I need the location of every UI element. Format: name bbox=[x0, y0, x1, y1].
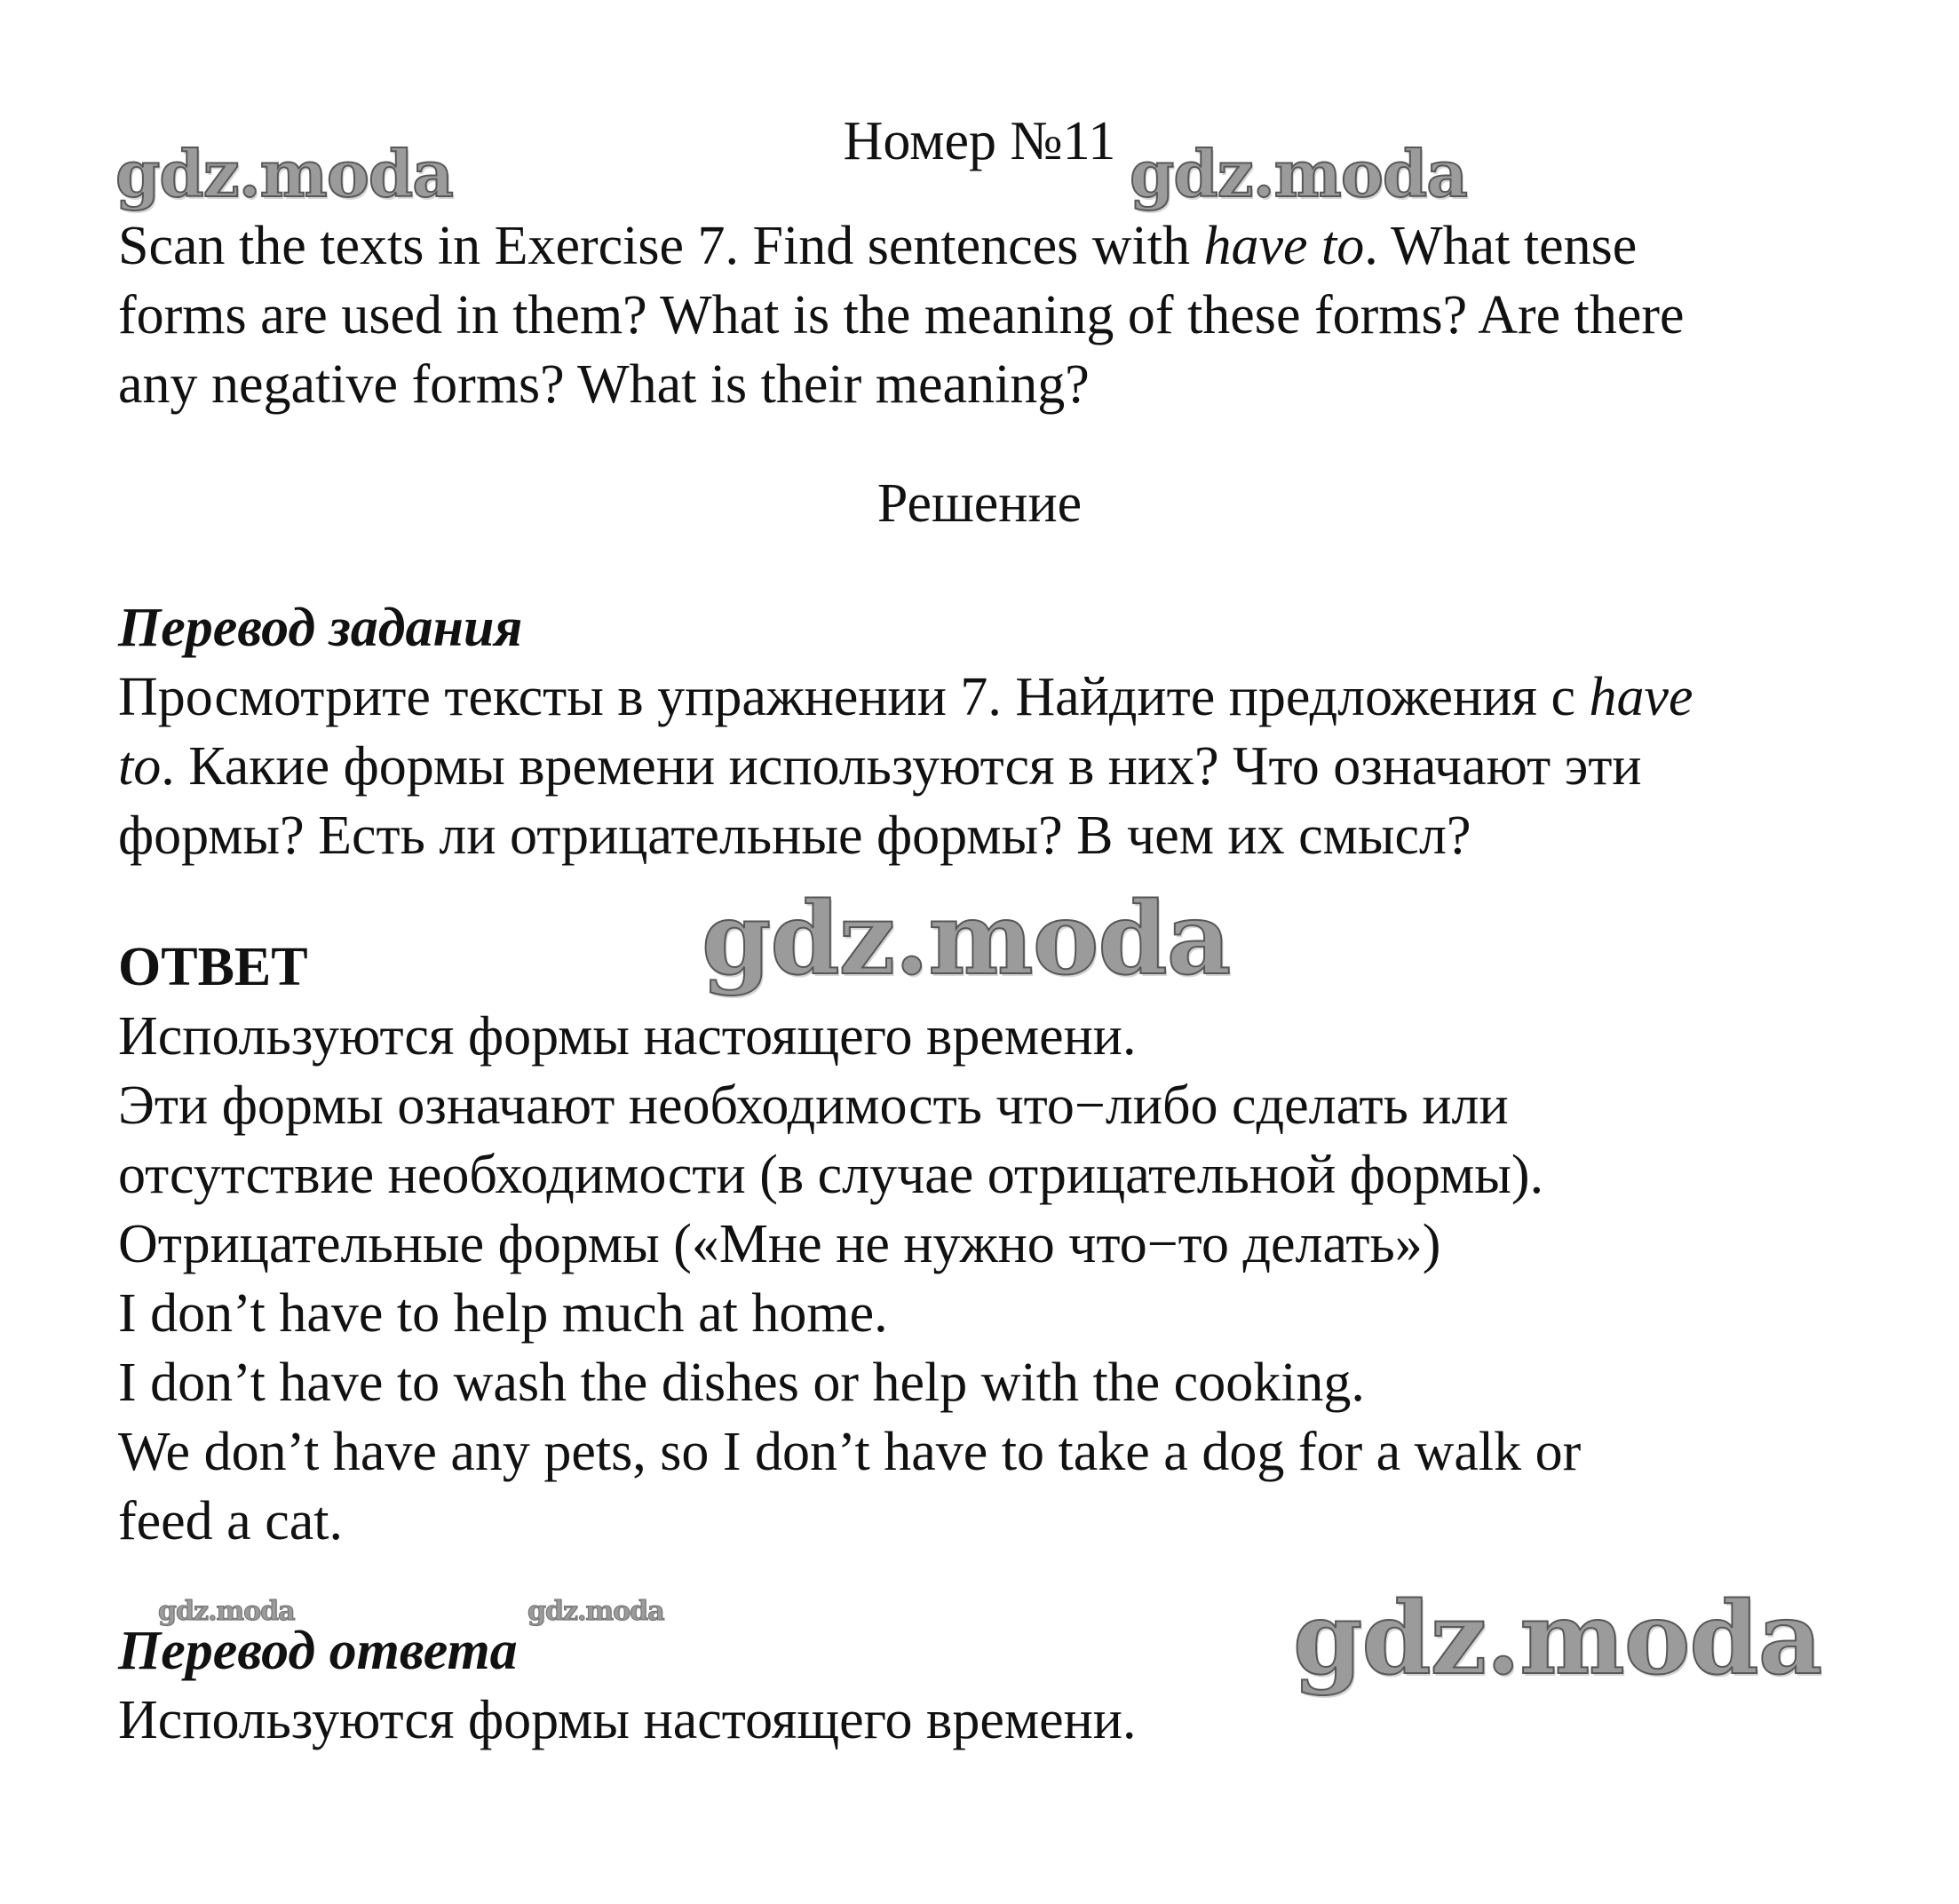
watermark-logo: gdz.moda bbox=[1130, 136, 1467, 211]
translation-line-1: Просмотрите тексты в упражнении 7. Найдите предложения с have bbox=[118, 667, 1693, 727]
translation-line-2: to. Какие формы времени используются в них? Что означают эти bbox=[118, 736, 1642, 797]
answer-line-8: feed a cat. bbox=[118, 1491, 343, 1551]
answer-translation-heading: Перевод ответа bbox=[118, 1621, 518, 1681]
task-line-2: forms are used in them? What is the meaning of these forms? Are there bbox=[118, 285, 1685, 345]
watermark-logo: gdz.moda bbox=[115, 136, 453, 211]
answer-line-1: Используются формы настоящего времени. bbox=[118, 1006, 1137, 1067]
translation-heading: Перевод задания bbox=[118, 598, 523, 658]
answer-line-4: Отрицательные формы («Мне не нужно что−то делать») bbox=[118, 1214, 1441, 1274]
answer-translation-line-1: Используются формы настоящего времени. bbox=[118, 1690, 1137, 1750]
answer-heading: ОТВЕТ bbox=[118, 937, 308, 997]
watermark-logo: gdz.moda bbox=[527, 1596, 664, 1627]
answer-line-2: Эти формы означают необходимость что−либо сделать или bbox=[118, 1075, 1509, 1136]
task-line-1: Scan the texts in Exercise 7. Find sentences with have to. What tense bbox=[118, 216, 1638, 276]
answer-line-6: I don’t have to wash the dishes or help with the cooking. bbox=[118, 1353, 1365, 1413]
answer-line-5: I don’t have to help much at home. bbox=[118, 1283, 888, 1344]
translation-line-3: формы? Есть ли отрицательные формы? В чем их смысл? bbox=[118, 805, 1471, 866]
answer-line-3: отсутствие необходимости (в случае отрицательной формы). bbox=[118, 1145, 1544, 1205]
solution-label: Решение bbox=[876, 473, 1083, 534]
task-emphasis: have to bbox=[1203, 216, 1365, 276]
answer-line-7: We don’t have any pets, so I don’t have to take a dog for a walk or bbox=[118, 1422, 1582, 1482]
watermark-logo: gdz.moda bbox=[702, 881, 1231, 997]
watermark-logo: gdz.moda bbox=[1293, 1581, 1822, 1697]
task-line-3: any negative forms? What is their meaning? bbox=[118, 354, 1090, 415]
watermark-logo: gdz.moda bbox=[158, 1596, 295, 1627]
page-title: Номер №11 bbox=[843, 111, 1116, 171]
